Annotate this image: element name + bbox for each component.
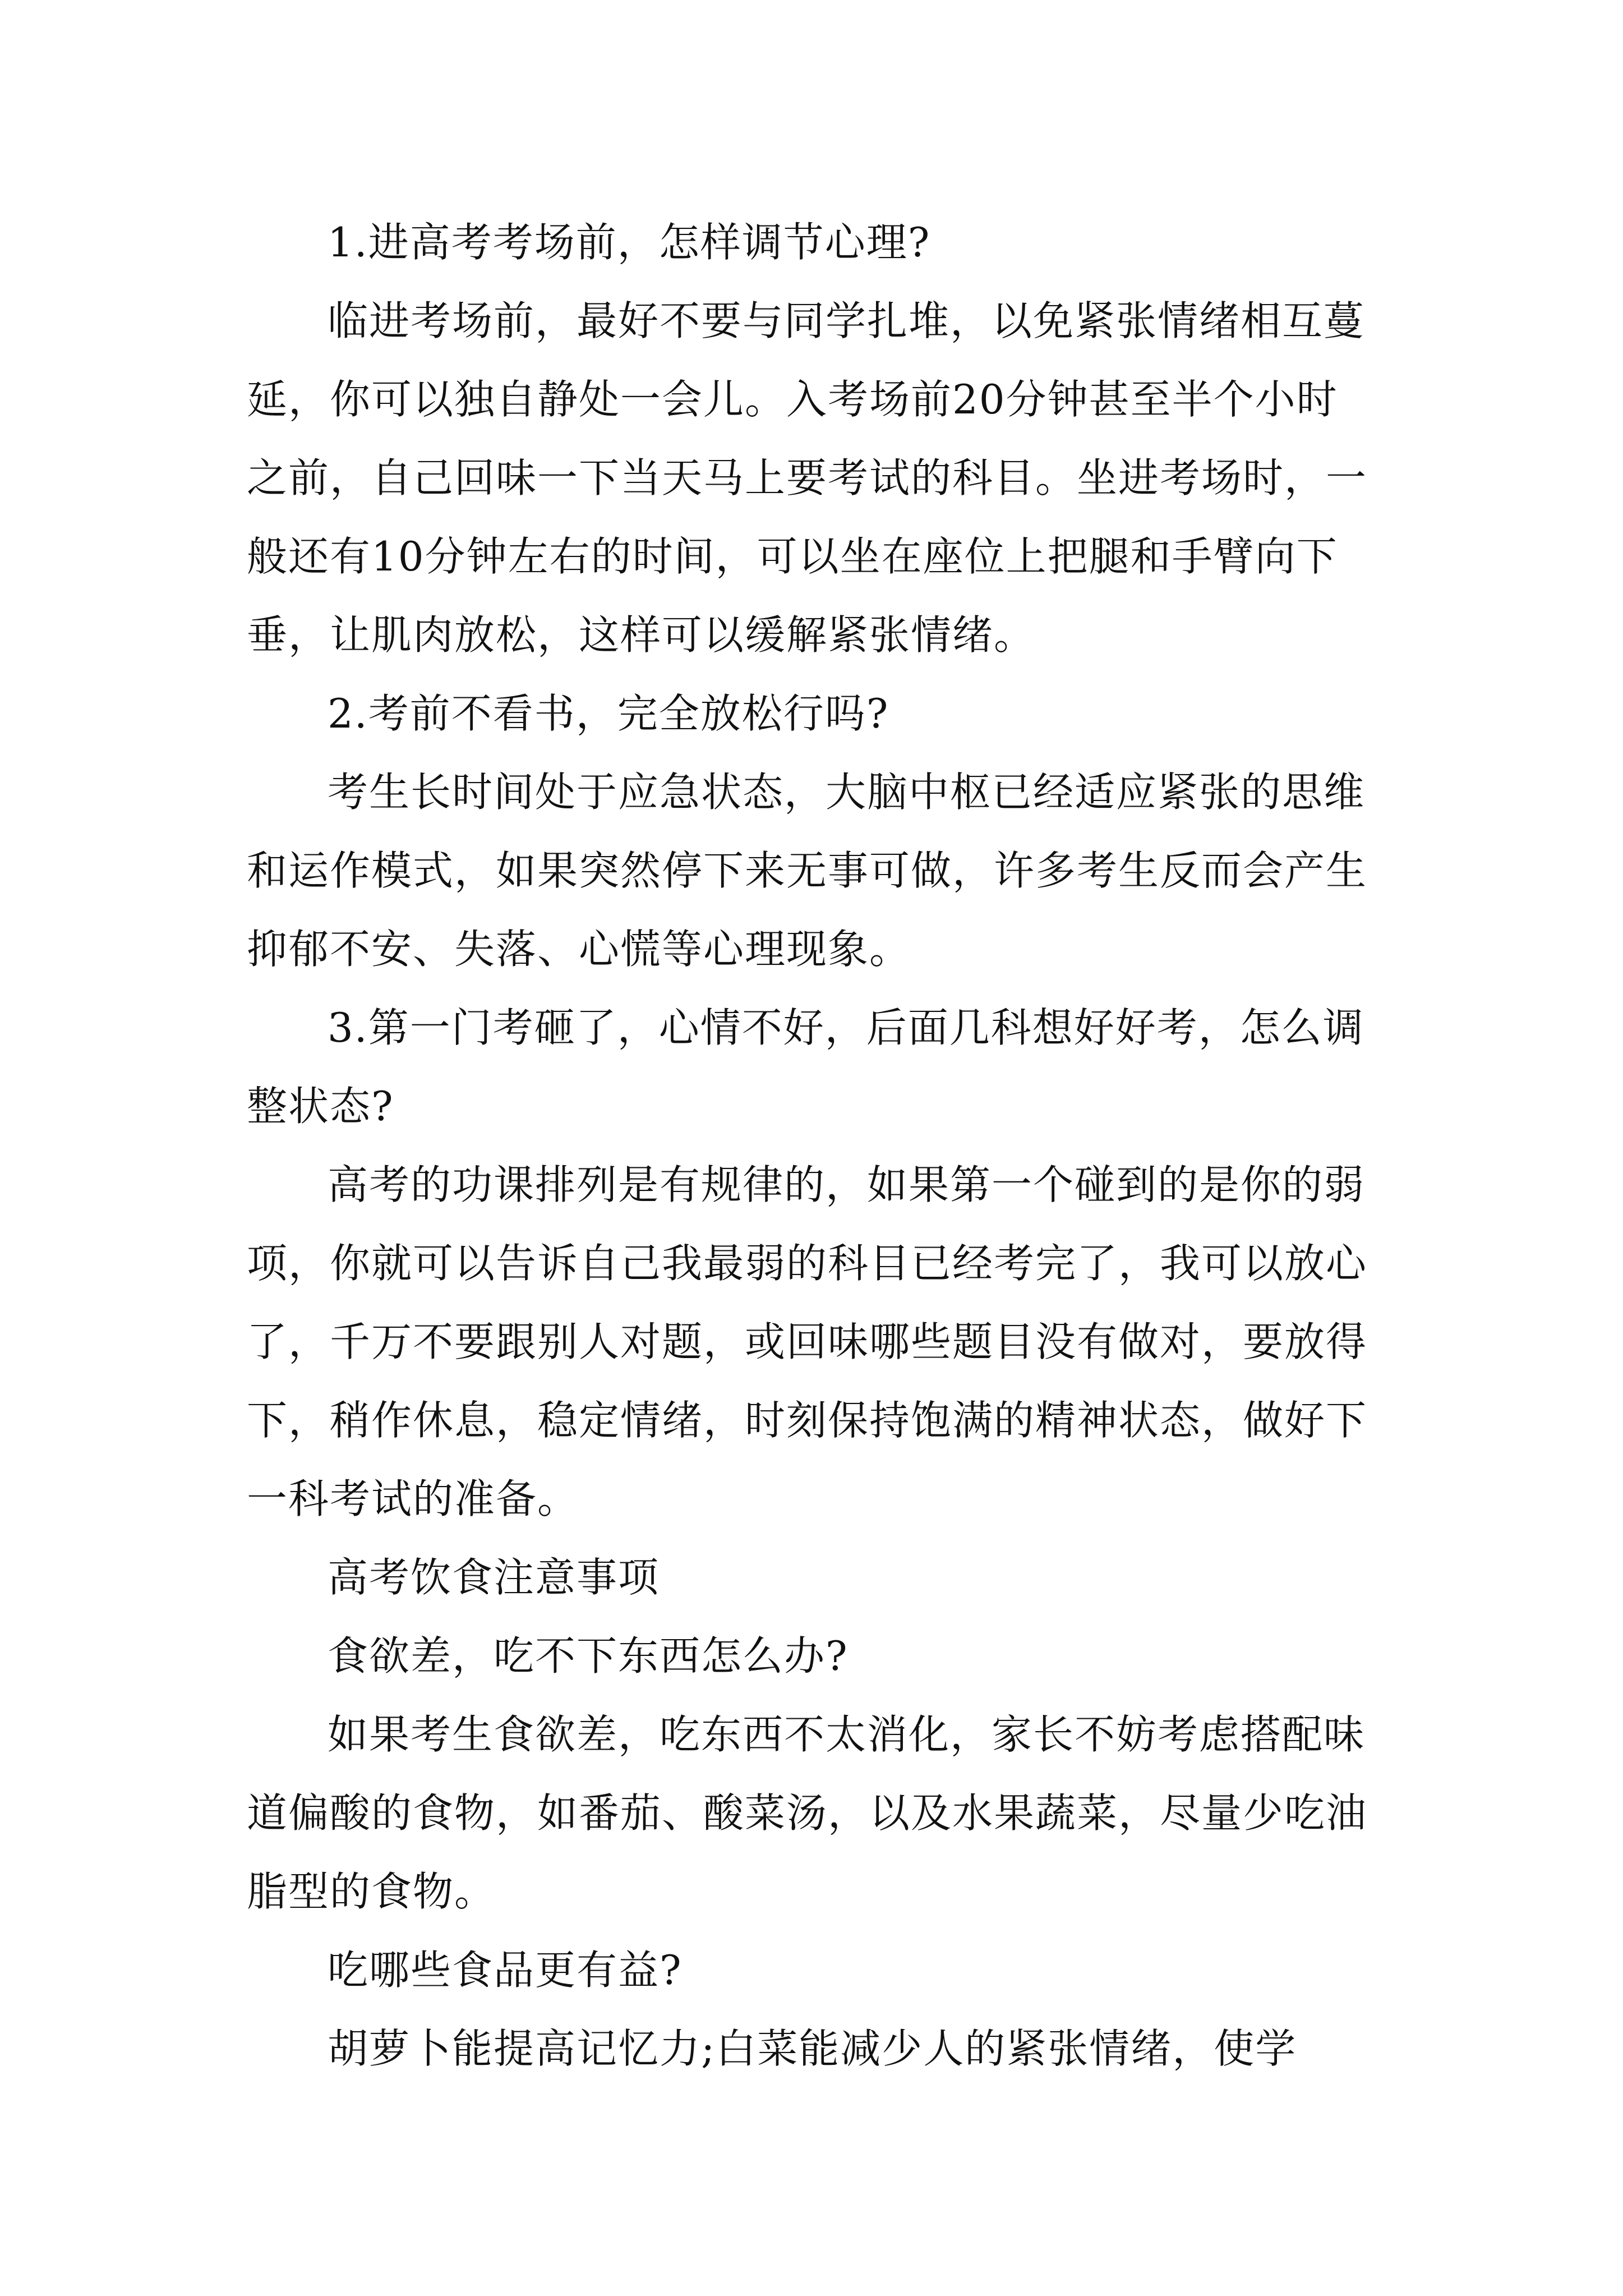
- section-heading-diet: 高考饮食注意事项: [328, 1554, 660, 1601]
- answer-paragraph-3: 高考的功课排列是有规律的，如果第一个碰到的是你的弱项，你就可以告诉自己我最弱的科目已经考完了，我可以放心了，千万不要跟别人对题，或回味哪些题目没有做对，要放得下，稍作休息，稳定情绪，时刻保持饱满的精神状态，做好下一科考试的准备。: [247, 1161, 1368, 1522]
- answer-paragraph-appetite: 如果考生食欲差，吃东西不太消化，家长不妨考虑搭配味道偏酸的食物，如番茄、酸菜汤，以及水果蔬菜，尽量少吃油脂型的食物。: [247, 1711, 1368, 1915]
- answer-paragraph-foods: 胡萝卜能提高记忆力;白菜能减少人的紧张情绪，使学: [328, 2025, 1297, 2072]
- heading-question-3: 3.第一门考砸了，心情不好，后面几科想好好考，怎么调整状态?: [247, 1004, 1364, 1130]
- heading-question-1: 1.进高考考场前，怎样调节心理?: [328, 219, 931, 266]
- answer-paragraph-2: 考生长时间处于应急状态，大脑中枢已经适应紧张的思维和运作模式，如果突然停下来无事可做，许多考生反而会产生抑郁不安、失落、心慌等心理现象。: [247, 769, 1368, 973]
- answer-paragraph-1: 临进考场前，最好不要与同学扎堆，以免紧张情绪相互蔓延，你可以独自静处一会儿。入考场前20分钟甚至半个小时之前，自己回味一下当天马上要考试的科目。坐进考场时，一般还有10分钟左右的时间，可以坐在座位上把腿和手臂向下垂，让肌肉放松，这样可以缓解紧张情绪。: [247, 297, 1368, 659]
- heading-question-appetite: 食欲差，吃不下东西怎么办?: [328, 1632, 849, 1680]
- heading-question-2: 2.考前不看书，完全放松行吗?: [328, 690, 889, 737]
- heading-question-foods: 吃哪些食品更有益?: [328, 1947, 683, 1994]
- document-body: [247, 203, 1376, 2088]
